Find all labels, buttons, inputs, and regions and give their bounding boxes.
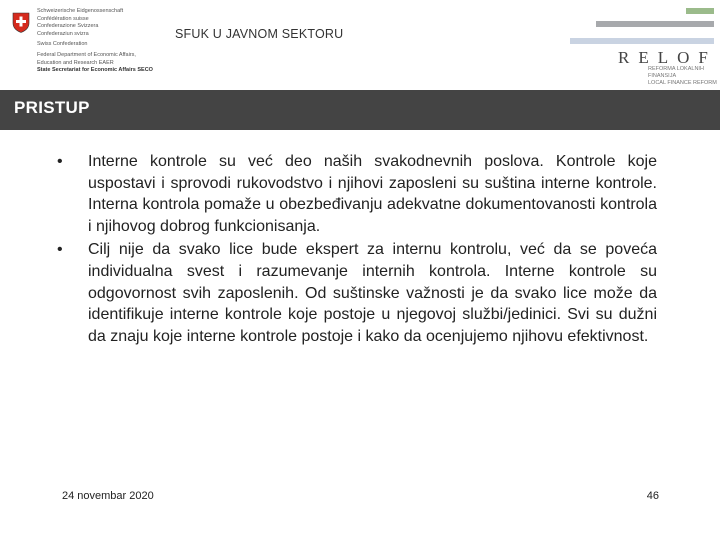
footer-date: 24 novembar 2020	[62, 490, 154, 502]
fed-line: Federal Department of Economic Affairs,	[37, 51, 136, 58]
bullet-list	[57, 151, 657, 349]
relof-bar-grey	[596, 21, 714, 27]
page-number: 46	[646, 490, 659, 502]
bullet-text: Interne kontrole su već deo naših svakodnevnih poslova. Kontrole koje uspostavi i sprovodi rukovodstvo i njihovi zaposleni su suština interne kontrole. Interna kontrola pomaže u obezbeđivanju adekvatne dokumentovanosti kontrola i njihovog dobrog funkcionisanja.	[88, 153, 657, 235]
fed-line: Confédération suisse	[37, 15, 89, 22]
bullet-item	[57, 151, 657, 237]
relof-bar-green	[686, 8, 714, 14]
header-title: SFUK U JAVNOM SEKTORU	[175, 27, 344, 41]
relof-subtitle	[648, 66, 720, 87]
relof-logo-word: RELOF	[618, 48, 717, 67]
relof-sub-line: LOCAL FINANCE REFORM	[648, 80, 717, 86]
federal-administration-text	[37, 8, 157, 75]
bullet-dot: •	[57, 153, 63, 170]
relof-bar-blue	[570, 38, 714, 44]
fed-line: Education and Research EAER	[37, 59, 114, 66]
bullet-item	[57, 239, 657, 347]
fed-line: Confederaziun svizra	[37, 30, 89, 37]
section-band	[0, 90, 720, 130]
swiss-coat-of-arms-icon	[12, 12, 30, 33]
bullet-dot: •	[57, 241, 63, 259]
fed-line: Schweizerische Eidgenossenschaft	[37, 8, 124, 14]
fed-line: Swiss Confederation	[37, 41, 88, 48]
section-title: PRISTUP	[14, 98, 90, 117]
fed-line: State Secretariat for Economic Affairs SECO	[37, 67, 153, 74]
bullet-text: Cilj nije da svako lice bude ekspert za internu kontrolu, već da se poveća individualna svest i razumevanje internih kontrola. Interne kontrole su odgovornost svih zaposlenih. Od suštinske važnosti je da svako lice može da identifikuje interne kontrole koje postoje u njegovoj službi/jedinici. Svi su dužni da znaju koje interne kontrole postoje i kako da ocenjujemo njihovu efektivnost.	[88, 241, 657, 345]
fed-line: Confederazione Svizzera	[37, 23, 99, 30]
relof-sub-line: REFORMA LOKALNIH FINANSIJA	[648, 66, 704, 79]
